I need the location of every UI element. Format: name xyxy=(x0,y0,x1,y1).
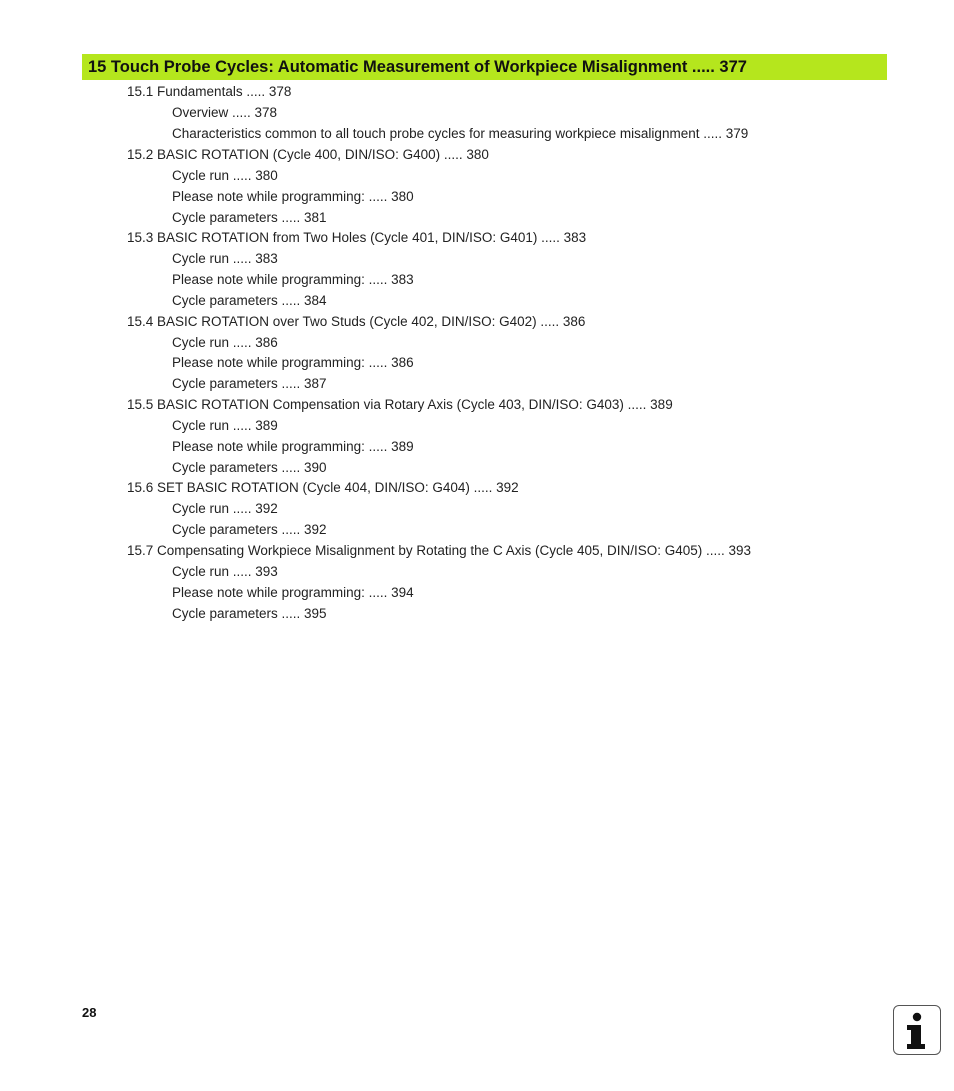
toc-entry[interactable]: 15.4 BASIC ROTATION over Two Studs (Cycle 402, DIN/ISO: G402) ..... 386 xyxy=(127,314,586,329)
toc-entry[interactable]: Please note while programming: ..... 389 xyxy=(172,439,414,454)
toc-entry[interactable]: Cycle run ..... 393 xyxy=(172,564,278,579)
toc-entry[interactable]: Cycle run ..... 380 xyxy=(172,168,278,183)
toc-entry[interactable]: Cycle parameters ..... 387 xyxy=(172,376,327,391)
toc-entry[interactable]: Cycle run ..... 383 xyxy=(172,251,278,266)
toc-entry[interactable]: Cycle parameters ..... 381 xyxy=(172,210,327,225)
toc-entry[interactable]: Please note while programming: ..... 386 xyxy=(172,355,414,370)
toc-entry[interactable]: Cycle parameters ..... 395 xyxy=(172,606,327,621)
toc-entry[interactable]: Cycle run ..... 386 xyxy=(172,335,278,350)
toc-entry[interactable]: Cycle parameters ..... 384 xyxy=(172,293,327,308)
toc-entry[interactable]: 15.1 Fundamentals ..... 378 xyxy=(127,84,292,99)
toc-entry[interactable]: 15.6 SET BASIC ROTATION (Cycle 404, DIN/ISO: G404) ..... 392 xyxy=(127,480,519,495)
page-number: 28 xyxy=(82,1005,97,1020)
toc-entry[interactable]: Characteristics common to all touch probe cycles for measuring workpiece misalignment ..... 379 xyxy=(172,126,749,141)
toc-entry[interactable]: 15.3 BASIC ROTATION from Two Holes (Cycle 401, DIN/ISO: G401) ..... 383 xyxy=(127,230,587,245)
toc-entry[interactable]: 15.5 BASIC ROTATION Compensation via Rotary Axis (Cycle 403, DIN/ISO: G403) ..... 389 xyxy=(127,397,673,412)
toc-entry[interactable]: 15.7 Compensating Workpiece Misalignment by Rotating the C Axis (Cycle 405, DIN/ISO: G405) ..... 393 xyxy=(127,543,752,558)
toc-entry[interactable]: Cycle parameters ..... 390 xyxy=(172,460,327,475)
chapter-heading: 15 Touch Probe Cycles: Automatic Measurement of Workpiece Misalignment ..... 377 xyxy=(82,54,887,80)
toc-entry[interactable]: Cycle parameters ..... 392 xyxy=(172,522,327,537)
info-icon xyxy=(893,1005,941,1055)
toc-entry[interactable]: 15.2 BASIC ROTATION (Cycle 400, DIN/ISO: G400) ..... 380 xyxy=(127,147,489,162)
toc-entry[interactable]: Please note while programming: ..... 380 xyxy=(172,189,414,204)
toc-entry[interactable]: Please note while programming: ..... 394 xyxy=(172,585,414,600)
toc-entry[interactable]: Overview ..... 378 xyxy=(172,105,278,120)
toc-entry[interactable]: Cycle run ..... 392 xyxy=(172,501,278,516)
toc-entry[interactable]: Cycle run ..... 389 xyxy=(172,418,278,433)
toc-entry[interactable]: Please note while programming: ..... 383 xyxy=(172,272,414,287)
